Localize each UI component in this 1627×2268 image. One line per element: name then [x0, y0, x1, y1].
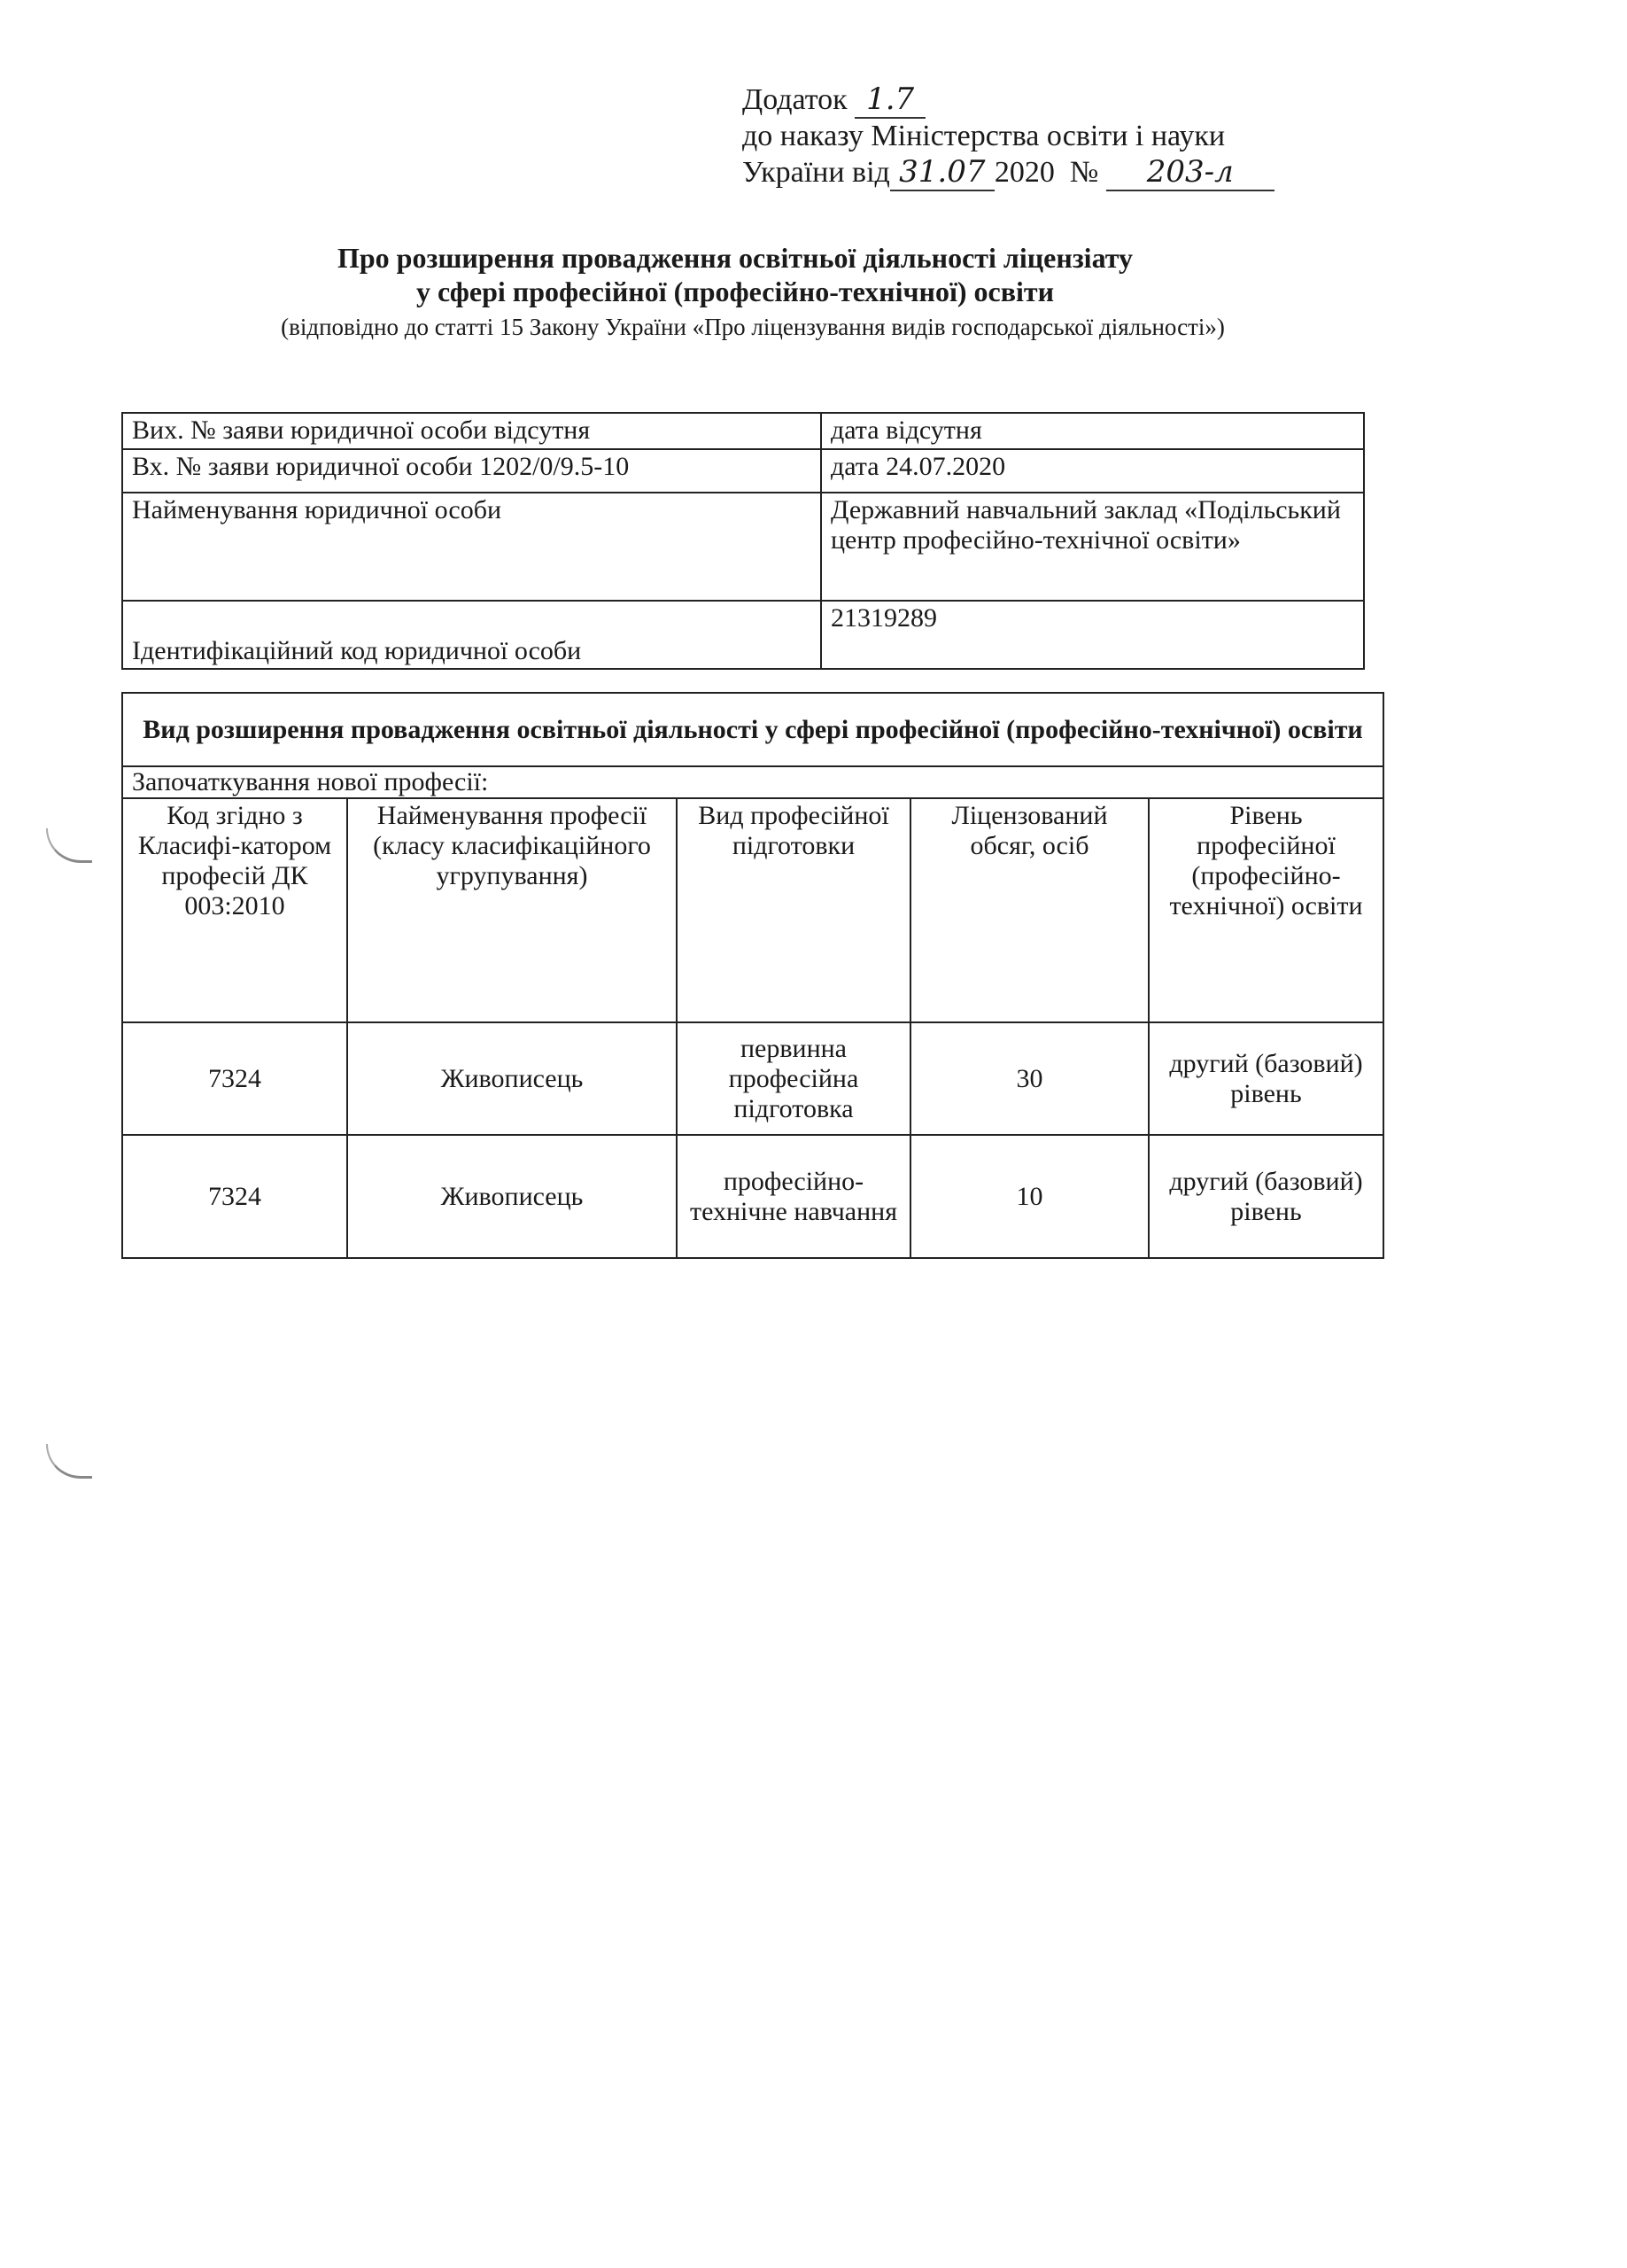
- cell: Живописець: [347, 1135, 677, 1258]
- cell: Вих. № заяви юридичної особи відсутня: [122, 413, 821, 449]
- cell: 30: [910, 1022, 1149, 1135]
- column-header: Код згідно з Класифі-катором професій ДК 003:2010: [122, 798, 347, 1022]
- expansion-table: [121, 692, 1384, 1259]
- table-row: [122, 493, 1364, 601]
- licensee-info-table: [121, 412, 1365, 670]
- cell: 7324: [122, 1135, 347, 1258]
- table-title-row: [122, 693, 1383, 766]
- cell: Вх. № заяви юридичної особи 1202/0/9.5-10: [122, 449, 821, 493]
- cell: Найменування юридичної особи: [122, 493, 821, 601]
- table-row: [122, 1022, 1383, 1135]
- country-from: України від: [742, 156, 890, 189]
- title-line-1: Про розширення провадження освітньої діяльності ліцензіату: [337, 242, 1134, 274]
- punch-hole-mark: [46, 828, 92, 863]
- document-subtitle: (відповідно до статті 15 Закону України «Про ліцензування видів господарської діяльності»): [281, 314, 1225, 340]
- cell: 21319289: [821, 601, 1364, 669]
- column-header: Рівень професійної (професійно-технічної) освіти: [1149, 798, 1383, 1022]
- table-row: [122, 601, 1364, 669]
- table-row: [122, 449, 1364, 493]
- cell: другий (базовий) рівень: [1149, 1135, 1383, 1258]
- cell: 10: [910, 1135, 1149, 1258]
- section-row: [122, 766, 1383, 798]
- cell: другий (базовий) рівень: [1149, 1022, 1383, 1135]
- appendix-header: [742, 82, 1274, 191]
- cell: 7324: [122, 1022, 347, 1135]
- section-label: Започаткування нової професії:: [122, 766, 1383, 798]
- punch-hole-mark: [46, 1444, 92, 1479]
- cell: дата 24.07.2020: [821, 449, 1364, 493]
- table-row: [122, 1135, 1383, 1258]
- cell: дата відсутня: [821, 413, 1364, 449]
- table-title: Вид розширення провадження освітньої діяльності у сфері професійної (професійно-технічної) освіти: [122, 693, 1383, 766]
- order-line: до наказу Міністерства освіти і науки: [742, 120, 1226, 152]
- order-year: 2020: [994, 156, 1055, 189]
- cell: професійно-технічне навчання: [677, 1135, 910, 1258]
- column-header: Ліцензований обсяг, осіб: [910, 798, 1149, 1022]
- column-header: Найменування професії (класу класифікаційного угрупування): [347, 798, 677, 1022]
- appendix-number: 1.7: [855, 82, 926, 119]
- cell: Живописець: [347, 1022, 677, 1135]
- order-date: 31.07: [890, 154, 995, 191]
- document-title: [159, 241, 1311, 308]
- title-line-2: у сфері професійної (професійно-технічної) освіти: [415, 276, 1055, 307]
- column-header: Вид професійної підготовки: [677, 798, 910, 1022]
- appendix-label: Додаток: [742, 83, 848, 116]
- cell: первинна професійна підготовка: [677, 1022, 910, 1135]
- column-header-row: [122, 798, 1383, 1022]
- cell: Ідентифікаційний код юридичної особи: [122, 601, 821, 669]
- number-sign: №: [1069, 156, 1099, 189]
- table-row: [122, 413, 1364, 449]
- cell: Державний навчальний заклад «Подільський центр професійно-технічної освіти»: [821, 493, 1364, 601]
- order-number: 203-л: [1106, 154, 1274, 191]
